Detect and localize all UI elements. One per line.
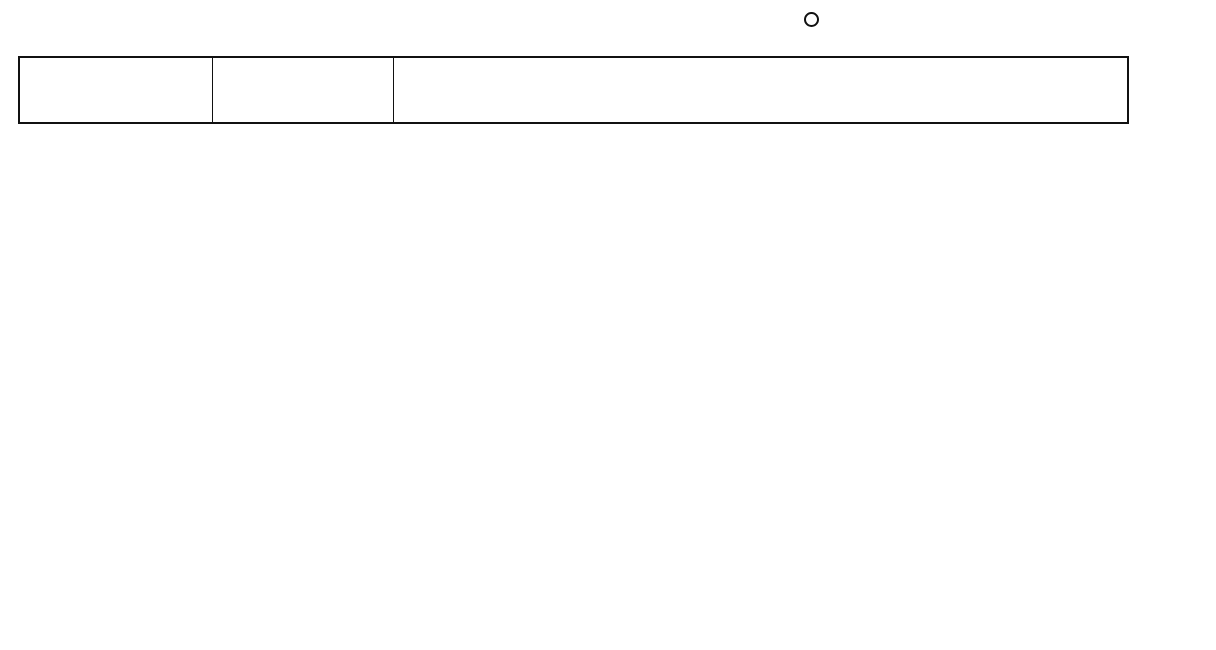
table-header	[19, 57, 1128, 123]
header-gear-position	[212, 57, 393, 123]
table-body	[19, 123, 1128, 584]
header-shift-lever-position	[19, 57, 212, 123]
legend	[804, 12, 833, 27]
clutch-brake-operation-table	[18, 56, 1129, 585]
operating-circle-icon	[804, 12, 819, 27]
